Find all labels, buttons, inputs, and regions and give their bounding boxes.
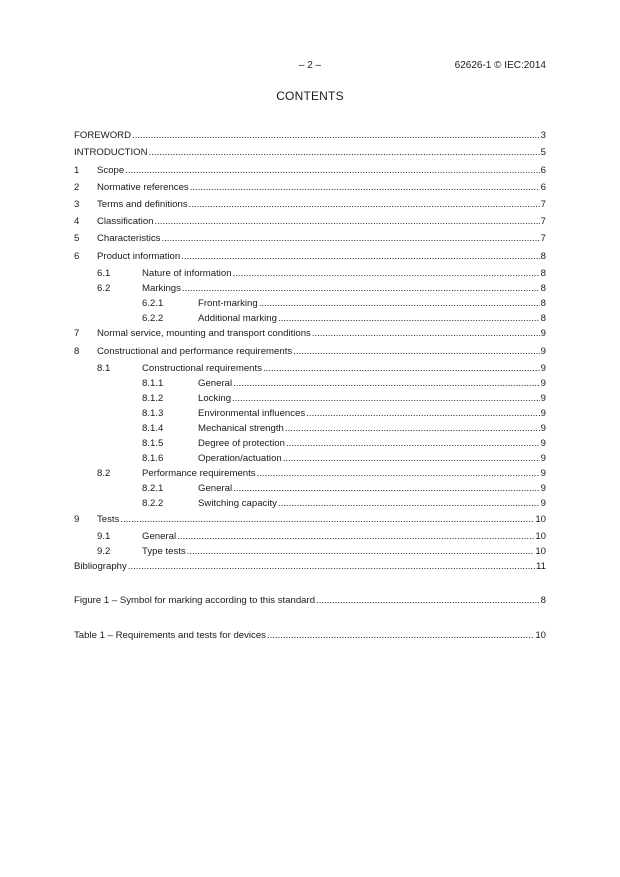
- toc-entry-title: Environmental influences: [198, 408, 306, 419]
- toc-entry-page: 9: [540, 453, 546, 464]
- toc-entry-6-1[interactable]: [74, 267, 546, 281]
- dot-leader: [132, 129, 540, 143]
- toc-entry-number: 6.2: [97, 283, 111, 294]
- dot-leader: [233, 377, 540, 391]
- toc-entry-number: 6.2.1: [142, 298, 164, 309]
- dot-leader: [283, 452, 540, 466]
- toc-entry-3[interactable]: [74, 198, 546, 212]
- dot-leader: [285, 422, 540, 436]
- toc-entry-page: 8: [540, 595, 546, 606]
- dot-leader: [316, 594, 540, 608]
- toc-entry-6[interactable]: [74, 250, 546, 264]
- toc-entry-title: Mechanical strength: [198, 423, 284, 434]
- toc-entry-8[interactable]: [74, 345, 546, 359]
- toc-entry-page: 8: [540, 283, 546, 294]
- toc-entry-page: 8: [540, 268, 546, 279]
- toc-entry-5[interactable]: [74, 232, 546, 246]
- toc-entry-page: 6: [540, 182, 546, 193]
- toc-entry-page: 9: [540, 438, 546, 449]
- toc-entry-title: Degree of protection: [198, 438, 285, 449]
- document-reference: 62626-1 © IEC:2014: [454, 60, 546, 71]
- toc-entry-page: 10: [535, 630, 546, 641]
- dot-leader: [233, 267, 540, 281]
- toc-entry-title: Operation/actuation: [198, 453, 282, 464]
- toc-entry-number: 8.2.1: [142, 483, 164, 494]
- toc-entry-page: 3: [540, 130, 546, 141]
- toc-entry-title: Normative references: [97, 182, 189, 193]
- toc-entry-title: General: [198, 378, 233, 389]
- toc-entry-page: 10: [535, 546, 546, 557]
- toc-entry-page: 7: [540, 233, 546, 244]
- toc-entry-title: Constructional requirements: [142, 363, 262, 374]
- dot-leader: [128, 560, 535, 574]
- toc-entry-number: 8.1.6: [142, 453, 164, 464]
- toc-entry-page: 8: [540, 251, 546, 262]
- toc-entry-title: Product information: [97, 251, 181, 262]
- dot-leader: [306, 407, 539, 421]
- toc-entry-page: 9: [540, 408, 546, 419]
- dot-leader: [181, 250, 539, 264]
- dot-leader: [187, 545, 535, 559]
- dot-leader: [278, 497, 540, 511]
- dot-leader: [259, 297, 540, 311]
- toc-entry-number: 6.2.2: [142, 313, 164, 324]
- toc-entry-6-2[interactable]: [74, 282, 546, 296]
- toc-entry-page: 8: [540, 313, 546, 324]
- toc-entry-page: 9: [540, 498, 546, 509]
- toc-entry-title: Table 1 – Requirements and tests for devices: [74, 630, 266, 641]
- toc-entry-title: Characteristics: [97, 233, 161, 244]
- toc-entry-number: 8.1: [97, 363, 111, 374]
- toc-entry-number: 5: [74, 233, 80, 244]
- toc-entry-title: Markings: [142, 283, 181, 294]
- toc-entry-number: 9: [74, 514, 80, 525]
- toc-entry-page: 11: [536, 561, 546, 572]
- toc-entry-title: Normal service, mounting and transport conditions: [97, 328, 311, 339]
- toc-entry-8-1-2[interactable]: [74, 392, 546, 406]
- toc-entry-number: 9.2: [97, 546, 111, 557]
- toc-entry-title: Bibliography: [74, 561, 127, 572]
- toc-entry-bibliography[interactable]: [74, 560, 546, 574]
- toc-entry-title: Constructional and performance requirements: [97, 346, 293, 357]
- dot-leader: [190, 181, 540, 195]
- dot-leader: [232, 392, 540, 406]
- dot-leader: [257, 467, 540, 481]
- toc-entry-title: Terms and definitions: [97, 199, 188, 210]
- toc-entry-title: Scope: [97, 165, 125, 176]
- toc-entry-number: 2: [74, 182, 80, 193]
- toc-entry-page: 9: [540, 346, 546, 357]
- toc-entry-title: FOREWORD: [74, 130, 132, 141]
- toc-entry-number: 3: [74, 199, 80, 210]
- dot-leader: [267, 629, 534, 643]
- toc-entry-page: 9: [540, 468, 546, 479]
- toc-entry-6-2-1[interactable]: [74, 297, 546, 311]
- toc-entry-title: Classification: [97, 216, 154, 227]
- dot-leader: [161, 232, 539, 246]
- toc-entry-4[interactable]: [74, 215, 546, 229]
- toc-entry-page: 9: [540, 378, 546, 389]
- toc-entry-title: Additional marking: [198, 313, 277, 324]
- toc-entry-title: Type tests: [142, 546, 186, 557]
- dot-leader: [263, 362, 540, 376]
- toc-entry-page: 9: [540, 393, 546, 404]
- toc-entry-title: Front-marking: [198, 298, 258, 309]
- toc-entry-8-2-1[interactable]: [74, 482, 546, 496]
- toc-entry-7[interactable]: [74, 327, 546, 341]
- toc-entry-number: 7: [74, 328, 80, 339]
- toc-entry-title: Switching capacity: [198, 498, 277, 509]
- toc-entry-title: General: [142, 531, 177, 542]
- toc-entry-page: 9: [540, 328, 546, 339]
- toc-entry-number: 8.2.2: [142, 498, 164, 509]
- toc-entry-title: Locking: [198, 393, 232, 404]
- toc-entry-number: 1: [74, 165, 80, 176]
- toc-entry-9-2[interactable]: [74, 545, 546, 559]
- toc-entry-figure-1[interactable]: [74, 594, 546, 608]
- toc-entry-8-1-4[interactable]: [74, 422, 546, 436]
- dot-leader: [120, 513, 534, 527]
- toc-entry-page: 6: [540, 165, 546, 176]
- toc-entry-number: 6.1: [97, 268, 111, 279]
- dot-leader: [293, 345, 539, 359]
- toc-entry-number: 9.1: [97, 531, 111, 542]
- dot-leader: [278, 312, 540, 326]
- toc-entry-8-1-1[interactable]: [74, 377, 546, 391]
- toc-entry-number: 8.1.2: [142, 393, 164, 404]
- toc-entry-page: 5: [540, 147, 546, 158]
- toc-entry-title: Figure 1 – Symbol for marking according to this standard: [74, 595, 316, 606]
- dot-leader: [189, 198, 540, 212]
- dot-leader: [177, 530, 534, 544]
- toc-entry-page: 7: [540, 216, 546, 227]
- toc-entry-title: General: [198, 483, 233, 494]
- toc-entry-number: 6: [74, 251, 80, 262]
- dot-leader: [125, 164, 539, 178]
- toc-entry-2[interactable]: [74, 181, 546, 195]
- toc-entry-8-1[interactable]: [74, 362, 546, 376]
- toc-entry-title: Nature of information: [142, 268, 232, 279]
- toc-entry-foreword[interactable]: [74, 129, 546, 143]
- toc-entry-9[interactable]: [74, 513, 546, 527]
- toc-entry-page: 10: [535, 514, 546, 525]
- toc-entry-8-1-6[interactable]: [74, 452, 546, 466]
- toc-entry-9-1[interactable]: [74, 530, 546, 544]
- toc-entry-1[interactable]: [74, 164, 546, 178]
- contents-title: CONTENTS: [276, 89, 344, 103]
- dot-leader: [233, 482, 540, 496]
- toc-entry-page: 9: [540, 423, 546, 434]
- toc-entry-8-2-2[interactable]: [74, 497, 546, 511]
- toc-entry-number: 8.1.4: [142, 423, 164, 434]
- dot-leader: [286, 437, 540, 451]
- toc-entry-number: 8.1.5: [142, 438, 164, 449]
- page-number: – 2 –: [298, 60, 322, 71]
- toc-entry-8-1-5[interactable]: [74, 437, 546, 451]
- toc-entry-title: Tests: [97, 514, 120, 525]
- toc-entry-page: 9: [540, 483, 546, 494]
- toc-entry-page: 9: [540, 363, 546, 374]
- dot-leader: [182, 282, 540, 296]
- toc-entry-8-1-3[interactable]: [74, 407, 546, 421]
- toc-entry-number: 8.1.1: [142, 378, 164, 389]
- toc-entry-6-2-2[interactable]: [74, 312, 546, 326]
- toc-entry-page: 8: [540, 298, 546, 309]
- dot-leader: [312, 327, 540, 341]
- toc-entry-title: Performance requirements: [142, 468, 256, 479]
- toc-entry-number: 4: [74, 216, 80, 227]
- toc-entry-table-1[interactable]: [74, 629, 546, 643]
- toc-entry-number: 8.1.3: [142, 408, 164, 419]
- toc-entry-page: 7: [540, 199, 546, 210]
- toc-entry-number: 8: [74, 346, 80, 357]
- dot-leader: [149, 146, 540, 160]
- toc-entry-title: INTRODUCTION: [74, 147, 148, 158]
- toc-entry-page: 10: [535, 531, 546, 542]
- toc-entry-introduction[interactable]: [74, 146, 546, 160]
- toc-entry-8-2[interactable]: [74, 467, 546, 481]
- dot-leader: [155, 215, 540, 229]
- toc-entry-number: 8.2: [97, 468, 111, 479]
